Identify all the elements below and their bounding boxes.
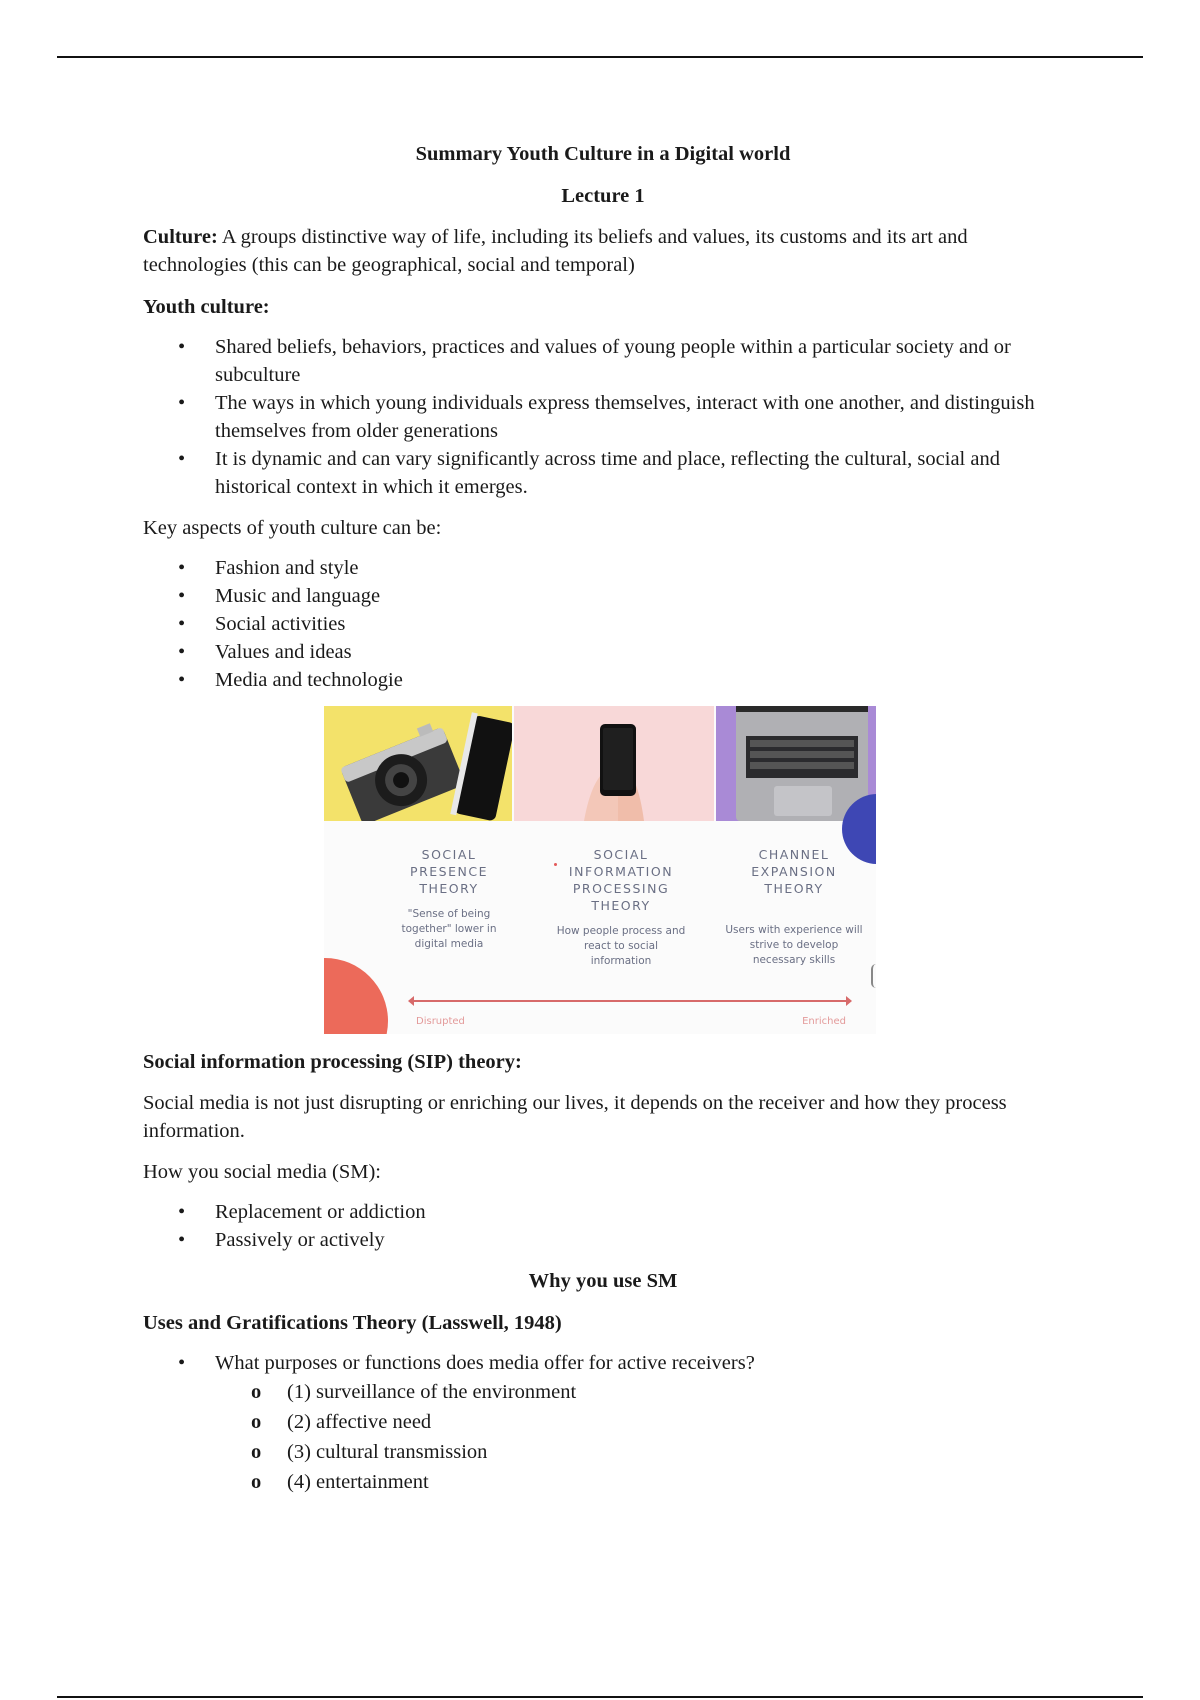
scale-left-label: Disrupted: [416, 1016, 465, 1027]
scale-right-label: Enriched: [802, 1016, 846, 1027]
bottom-rule: [57, 1696, 1143, 1698]
uses-gratifications-list: [143, 1349, 1063, 1497]
sip-heading: Social information processing (SIP) theory:: [143, 1051, 522, 1073]
list-item: • Shared beliefs, behaviors, practices and values of young people within a particular society and or subculture: [143, 333, 1063, 389]
sub-list-item: o (1) surveillance of the environment: [143, 1377, 1063, 1407]
sip-how-list: [143, 1198, 1063, 1254]
disrupted-enriched-arrow: [414, 1000, 846, 1002]
lecture-heading: Lecture 1: [561, 185, 645, 207]
theory-description: Users with experience will strive to develop necessary skills: [725, 924, 863, 966]
sub-list-item: o (3) cultural transmission: [143, 1437, 1063, 1467]
document-title: Summary Youth Culture in a Digital world: [415, 143, 791, 165]
list-item: • Passively or actively: [143, 1226, 1063, 1254]
decorative-bracket: [871, 964, 876, 988]
sub-list-item: o (2) affective need: [143, 1407, 1063, 1437]
document-page: [143, 140, 1063, 1497]
list-item: • Music and language: [143, 582, 1063, 610]
list-item: [143, 1349, 1063, 1497]
uses-gratifications-heading: Uses and Gratifications Theory (Lasswell, 1948): [143, 1312, 562, 1334]
top-rule: [57, 56, 1143, 58]
camera-photo: [324, 706, 512, 821]
phone-hands-photo: [514, 706, 714, 821]
list-item: • Fashion and style: [143, 554, 1063, 582]
functions-wrap: [143, 1377, 1063, 1497]
theory-description: "Sense of being together" lower in digital media: [401, 908, 497, 950]
theory-title: CHANNEL EXPANSION THEORY: [751, 847, 837, 896]
list-item: • Media and technologie: [143, 666, 1063, 694]
list-item: • Values and ideas: [143, 638, 1063, 666]
smartphone-icon: [514, 706, 714, 821]
theory-title: SOCIAL INFORMATION PROCESSING THEORY: [568, 847, 674, 913]
channel-expansion-theory: [724, 846, 864, 968]
question-text: What purposes or functions does media offer for active receivers?: [215, 1352, 755, 1374]
list-item: • Replacement or addiction: [143, 1198, 1063, 1226]
culture-term: Culture:: [143, 226, 218, 248]
key-aspects-list: [143, 554, 1063, 694]
list-item: • It is dynamic and can vary significantly across time and place, reflecting the cultural, social and historical context in which it emerges.: [143, 445, 1063, 501]
youth-culture-heading: Youth culture:: [143, 296, 270, 318]
culture-text: A groups distinctive way of life, including its beliefs and values, its customs and its art and technologies (this can be geographical, social and temporal): [143, 226, 968, 276]
list-item: • The ways in which young individuals express themselves, interact with one another, and distinguish themselves from older generations: [143, 389, 1063, 445]
sip-text: Social media is not just disrupting or enriching our lives, it depends on the receiver and how they process information.: [143, 1092, 1007, 1142]
youth-culture-list: [143, 333, 1063, 501]
camera-icon: [324, 706, 512, 821]
key-aspects-intro: Key aspects of youth culture can be:: [143, 517, 442, 539]
theories-infographic: [324, 706, 876, 1034]
social-information-processing-theory: [556, 846, 686, 969]
decorative-red-circle: [324, 958, 388, 1034]
functions-list: [143, 1377, 1063, 1497]
theory-description: How people process and react to social information: [556, 925, 686, 967]
sub-list-item: o (4) entertainment: [143, 1467, 1063, 1497]
why-heading: Why you use SM: [528, 1270, 678, 1292]
sip-how-intro: How you social media (SM):: [143, 1161, 381, 1183]
culture-definition: [143, 223, 1063, 279]
list-item: • Social activities: [143, 610, 1063, 638]
theory-title: SOCIAL PRESENCE THEORY: [410, 847, 488, 896]
social-presence-theory: [394, 846, 504, 952]
